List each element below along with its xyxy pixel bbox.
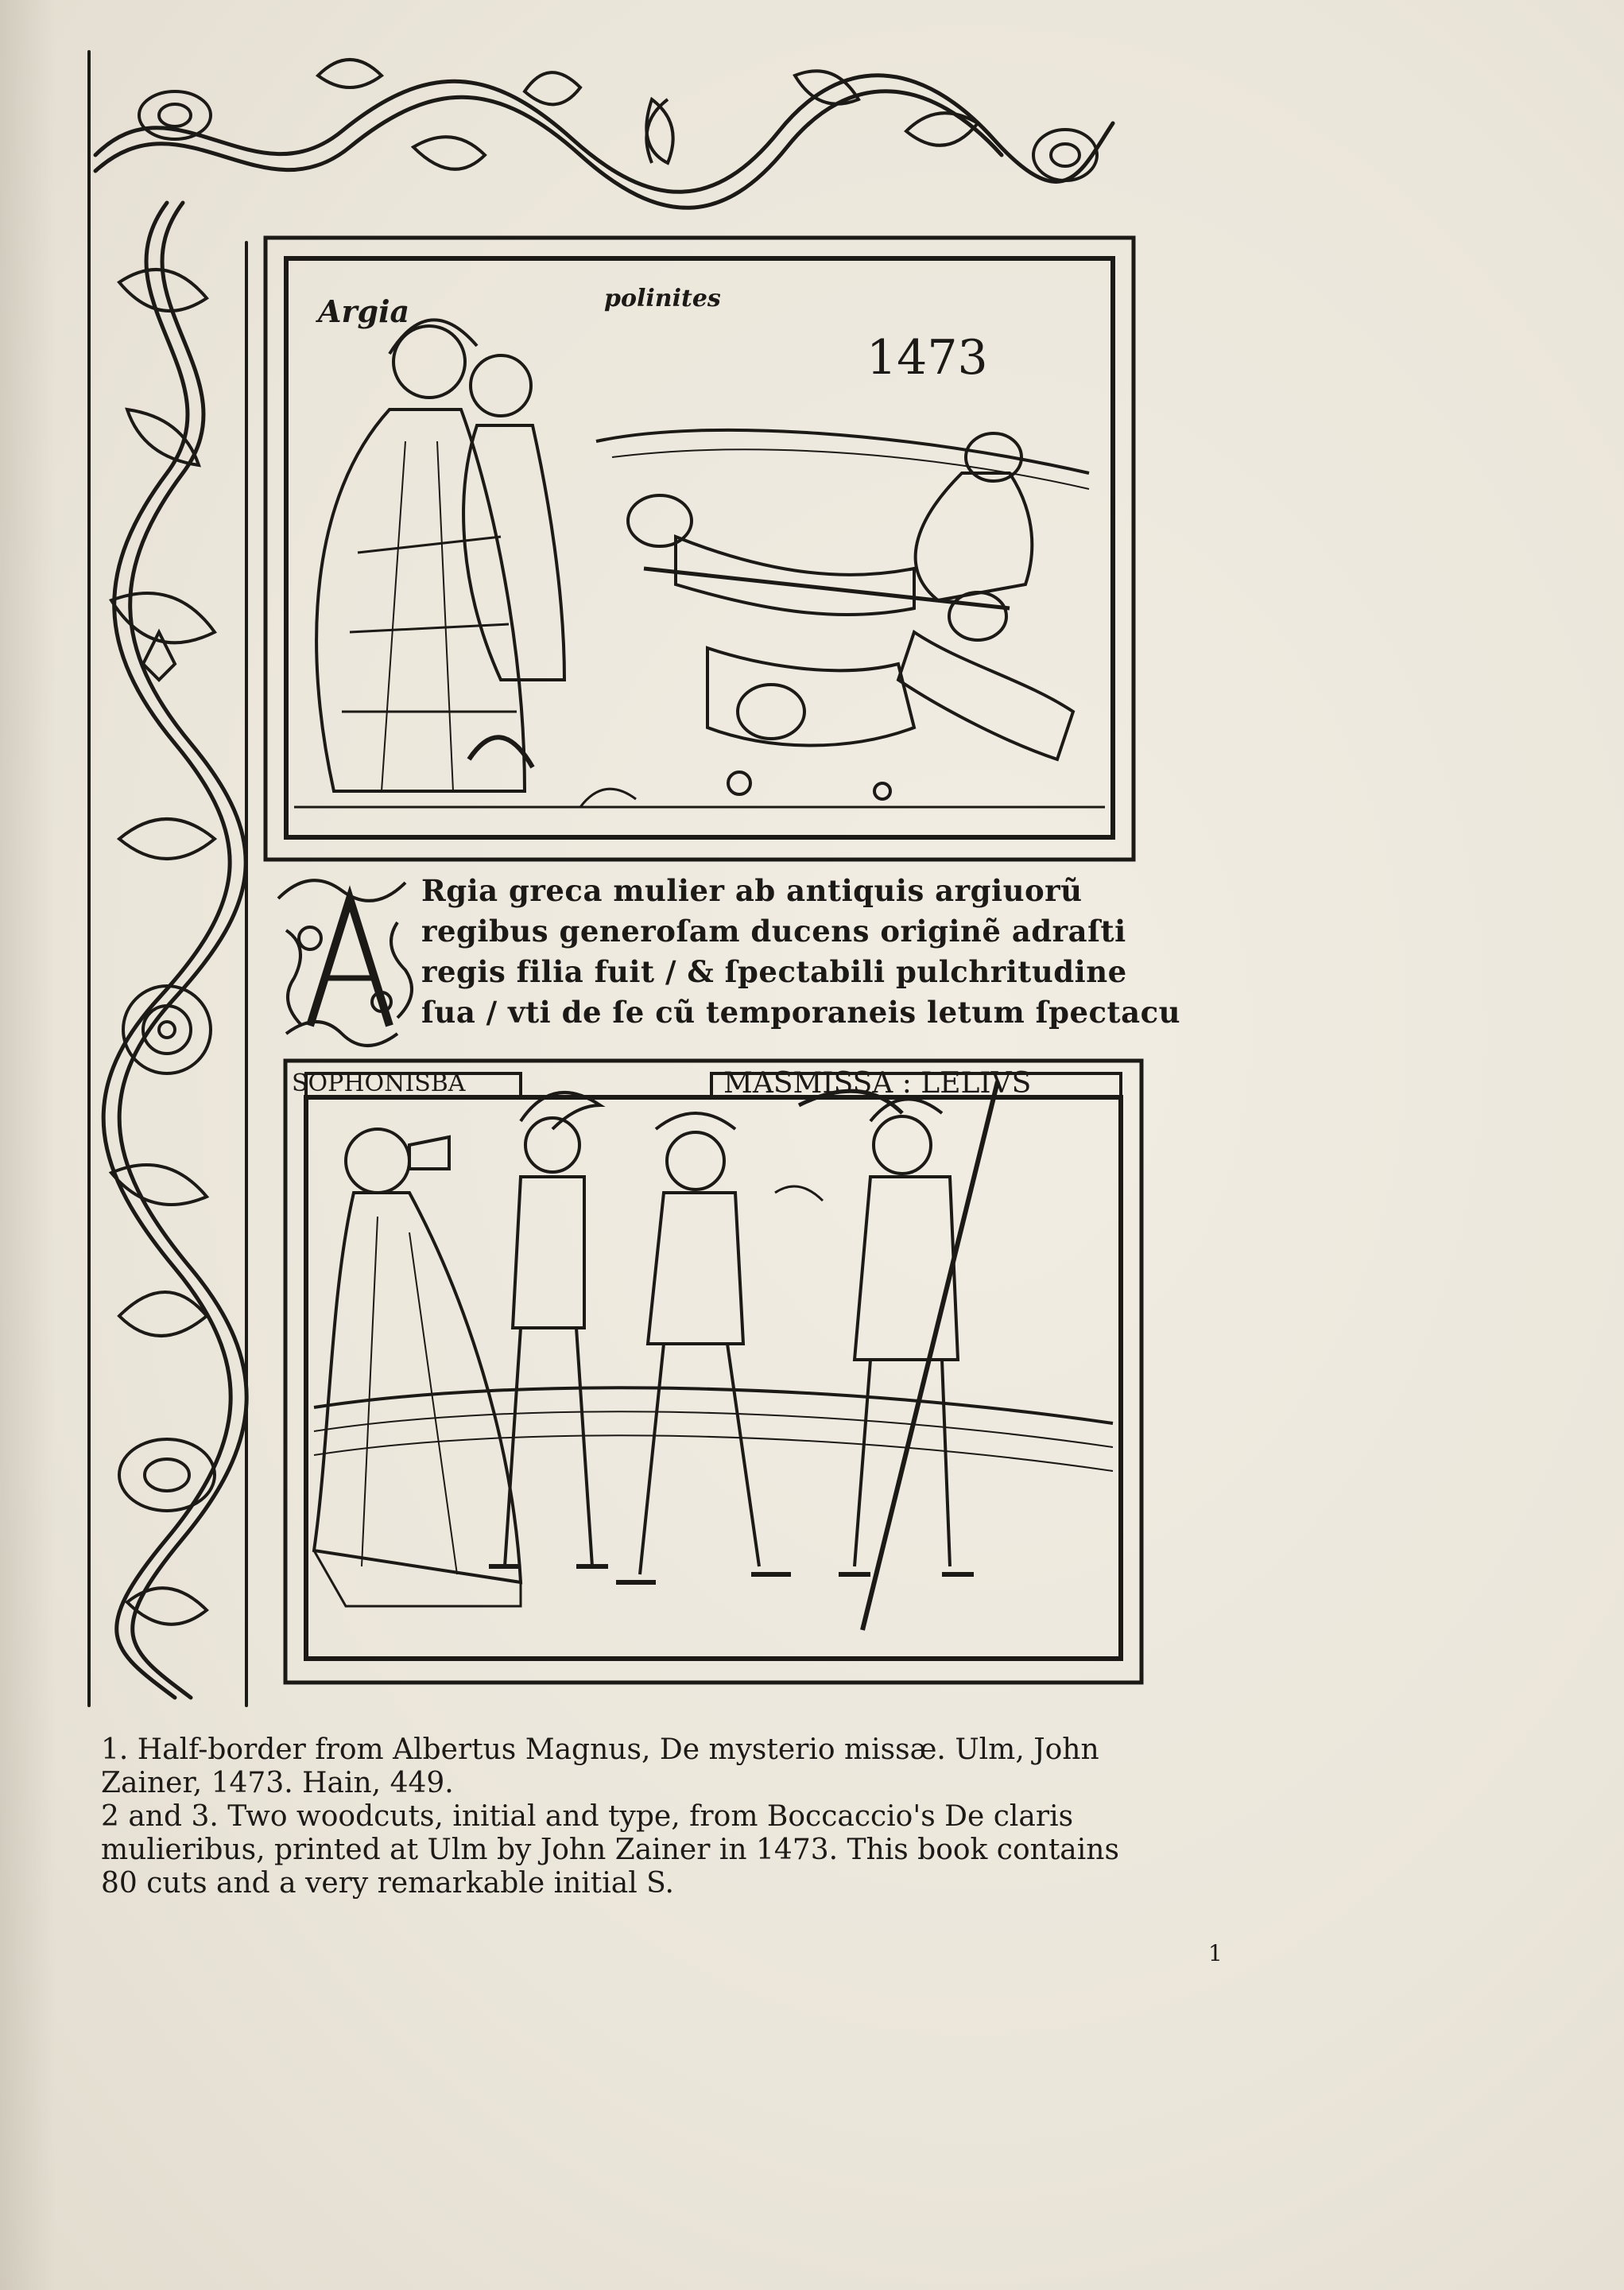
woodcut-sophonisba <box>282 1058 1145 1686</box>
decorated-initial-a <box>262 867 421 1050</box>
woodcut-argia <box>262 235 1137 863</box>
caption-item-1: 1. Half-border from Albertus Magnus, De mysterio missæ. Ulm, John Zainer, 1473. Hain, 449. <box>101 1733 1099 1799</box>
latin-line: ſua / vti de ſe cũ temporaneis letum ſpectacu <box>421 995 1181 1030</box>
latin-line: regis filia fuit / & ſpectabili pulchritudine <box>421 954 1127 989</box>
woodcut-label-argia: Argia <box>318 293 410 329</box>
caption-item-2-3: 2 and 3. Two woodcuts, initial and type, from Boccaccio's De claris mulieribus, printed at Ulm by John Zainer in 1473. This book contains 80 cuts and a very remarkable initial S. <box>101 1800 1119 1900</box>
latin-line: regibus generoſam ducens originẽ adraſti <box>421 914 1126 949</box>
woodcut-label-masmissa-lelius: MASMISSA : LELIVS <box>723 1067 1032 1100</box>
gutter-shadow <box>0 0 56 2290</box>
woodcut-date: 1473 <box>866 330 988 386</box>
latin-text-block <box>421 871 1181 1033</box>
latin-line: Rgia greca mulier ab antiquis argiuorũ <box>421 873 1083 908</box>
woodcut-label-sophonisba: SOPHONISBA <box>292 1069 466 1097</box>
page-number: 1 <box>1208 1940 1223 1966</box>
woodcut-label-polinites: polinites <box>604 285 721 312</box>
figure-caption <box>101 1733 1158 1900</box>
